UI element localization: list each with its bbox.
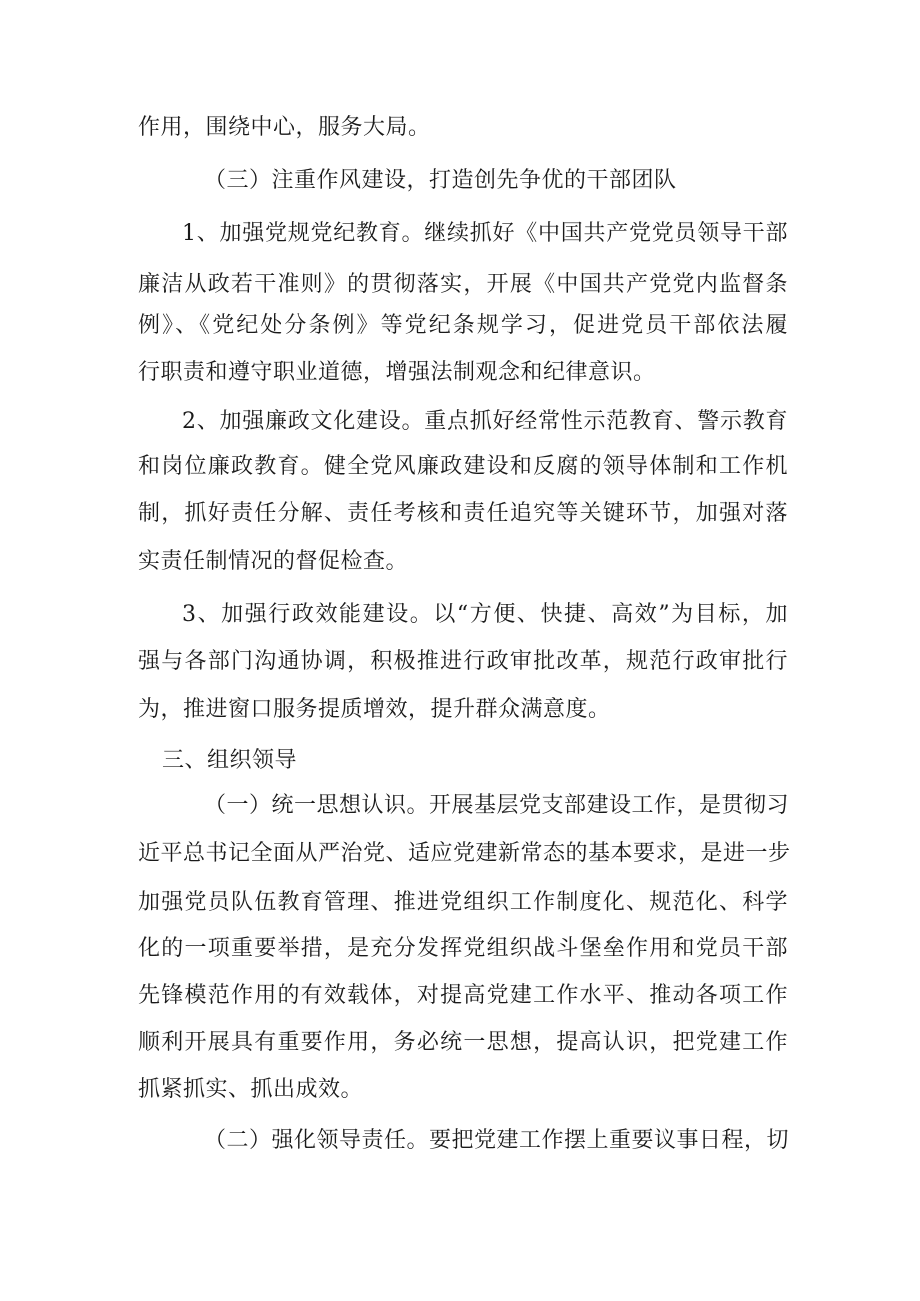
text-line: 实责任制情况的督促检查。 xyxy=(138,549,409,574)
text-line: 抓紧抓实、抓出成效。 xyxy=(138,1077,364,1102)
text-line: 近平总书记全面从严治党、适应党建新常态的基本要求，是进一步 xyxy=(138,841,791,866)
text-line: 例》、《党纪处分条例》等党纪条规学习，促进党员干部依法履 xyxy=(138,313,788,338)
text-line: 加强党员队伍教育管理、推进党组织工作制度化、规范化、科学 xyxy=(138,890,788,915)
text-line: 作用，围绕中心，服务大局。 xyxy=(138,115,431,140)
text-line: 先锋模范作用的有效载体，对提高党建工作水平、推动各项工作 xyxy=(138,983,788,1008)
text-line: （二）强化领导责任。要把党建工作摆上重要议事日程，切 xyxy=(204,1128,790,1153)
text-line: 制，抓好责任分解、责任考核和责任追究等关键环节，加强对落 xyxy=(138,501,788,526)
text-line: 行职责和遵守职业道德，增强法制观念和纪律意识。 xyxy=(138,360,656,385)
text-line: 3、加强行政效能建设。以“方便、快捷、高效”为目标，加 xyxy=(182,602,788,627)
text-line: 顺利开展具有重要作用，务必统一思想，提高认识，把党建工作 xyxy=(138,1030,788,1055)
text-line: 和岗位廉政教育。健全党风廉政建设和反腐的领导体制和工作机 xyxy=(138,454,788,479)
text-line: （一）统一思想认识。开展基层党支部建设工作，是贯彻习 xyxy=(204,793,790,818)
text-line: 为，推进窗口服务提质增效，提升群众满意度。 xyxy=(138,697,611,722)
text-line: 廉洁从政若干准则》的贯彻落实，开展《中国共产党党内监督条 xyxy=(138,272,788,297)
text-line: 1、加强党规党纪教育。继续抓好《中国共产党党员领导干部 xyxy=(182,221,788,246)
section-heading: （三）注重作风建设，打造创先争优的干部团队 xyxy=(204,168,677,193)
text-line: 化的一项重要举措，是充分发挥党组织战斗堡垒作用和党员干部 xyxy=(138,936,788,961)
text-line: 2、加强廉政文化建设。重点抓好经常性示范教育、警示教育 xyxy=(182,409,788,434)
section-heading: 三、组织领导 xyxy=(162,748,298,773)
text-line: 强与各部门沟通协调，积极推进行政审批改革，规范行政审批行 xyxy=(138,649,788,674)
